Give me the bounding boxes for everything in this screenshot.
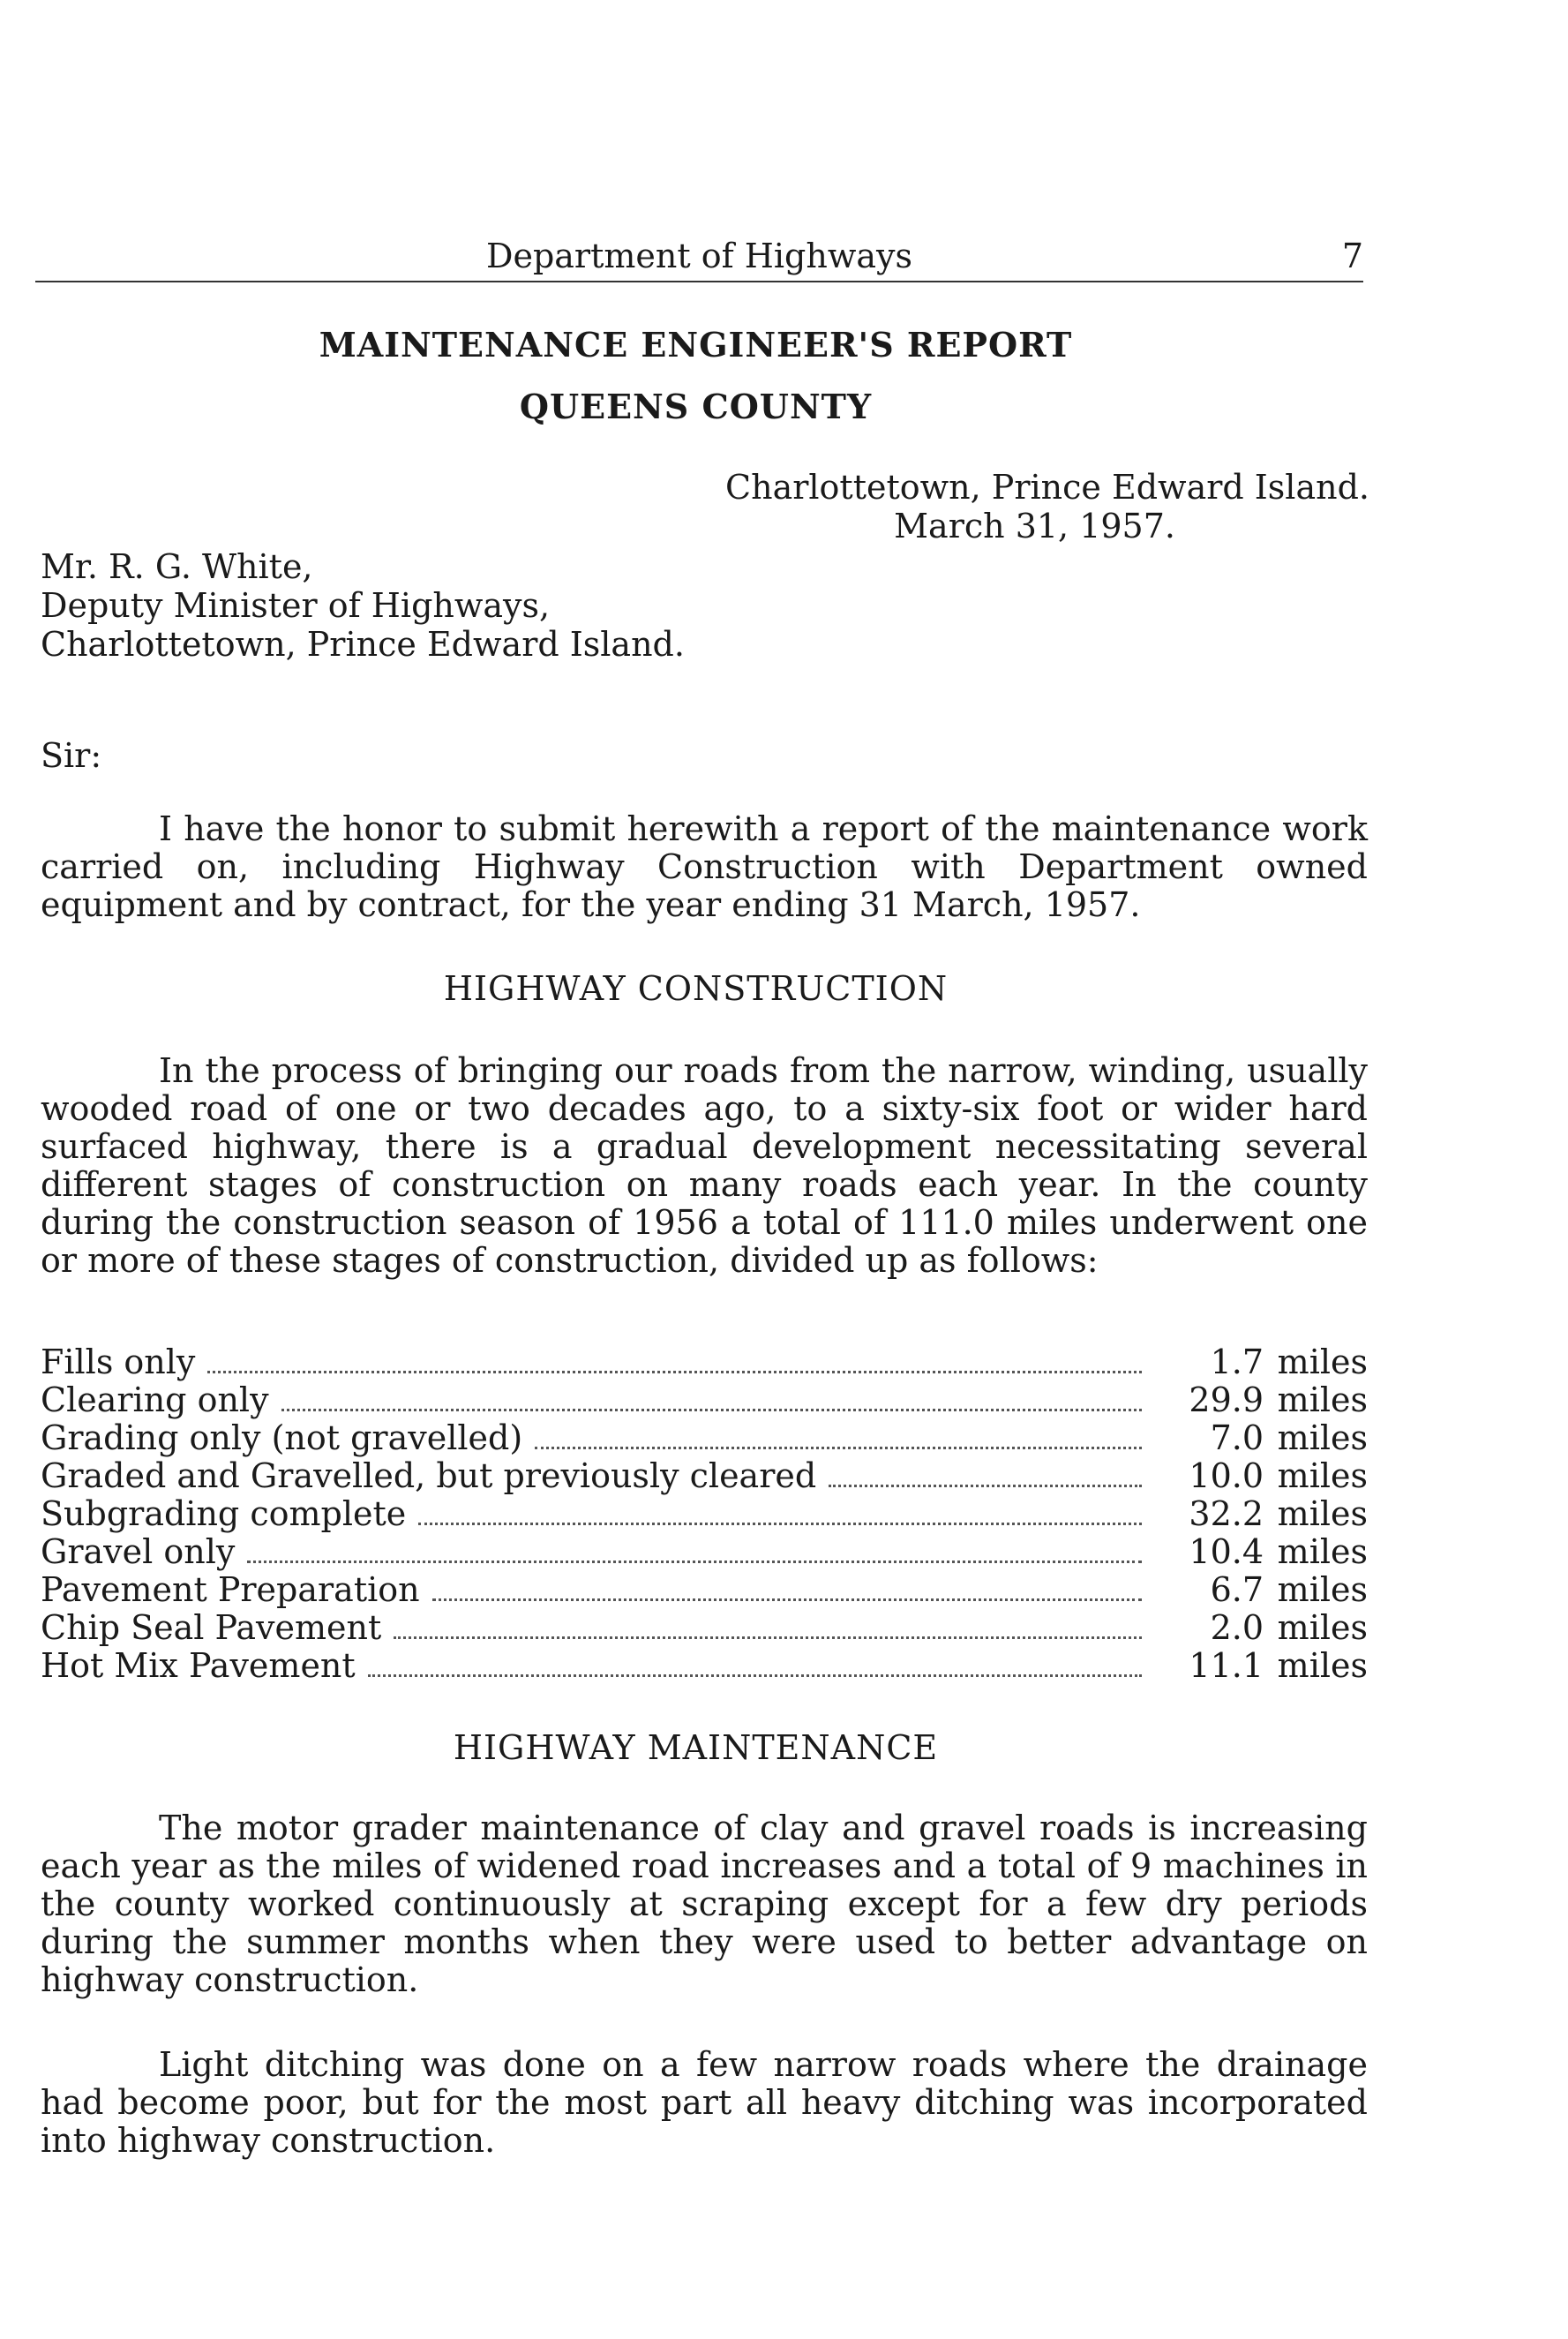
list-item xyxy=(41,1533,1368,1571)
item-unit: miles xyxy=(1277,1380,1368,1419)
addressee-name: Mr. R. G. White, xyxy=(41,547,313,586)
item-value: 10.4 xyxy=(1189,1532,1264,1571)
item-value: 32.2 xyxy=(1189,1494,1264,1533)
item-unit: miles xyxy=(1277,1608,1368,1647)
salutation: Sir: xyxy=(41,736,102,775)
list-item xyxy=(41,1609,1368,1647)
dateline-place: Charlottetown, Prince Edward Island. xyxy=(725,468,1369,507)
item-label: Pavement Preparation xyxy=(41,1570,420,1609)
item-label: Chip Seal Pavement xyxy=(41,1608,382,1647)
item-value: 10.0 xyxy=(1189,1456,1264,1495)
item-label: Hot Mix Pavement xyxy=(41,1646,356,1685)
intro-paragraph: I have the honor to submit herewith a report of the maintenance work carried on, including Highway Construction with Department owned equipment and by contract, for the year ending 31 March, 1957. xyxy=(41,809,1368,924)
dot-leader xyxy=(535,1447,1142,1449)
item-label: Grading only (not gravelled) xyxy=(41,1418,523,1457)
dot-leader xyxy=(418,1523,1142,1525)
list-item xyxy=(41,1495,1368,1533)
addressee-title: Deputy Minister of Highways, xyxy=(41,586,551,625)
dateline-date: March 31, 1957. xyxy=(894,507,1175,545)
report-subtitle: QUEENS COUNTY xyxy=(519,387,873,426)
item-value: 2.0 xyxy=(1210,1608,1264,1647)
item-unit: miles xyxy=(1277,1532,1368,1571)
dot-leader xyxy=(207,1371,1142,1373)
dot-leader xyxy=(432,1598,1142,1601)
item-label: Subgrading complete xyxy=(41,1494,407,1533)
item-unit: miles xyxy=(1277,1456,1368,1495)
list-item xyxy=(41,1419,1368,1457)
item-value: 11.1 xyxy=(1189,1646,1264,1685)
item-label: Fills only xyxy=(41,1342,196,1381)
maintenance-paragraph-1: The motor grader maintenance of clay and gravel roads is increasing each year as the miles of widened road increases and a total of 9 machines in the county worked continuously at scraping except for a few dry periods during the summer months when they were used to better advantage on highway construction. xyxy=(41,1809,1368,1999)
addressee-location: Charlottetown, Prince Edward Island. xyxy=(41,625,685,664)
dot-leader xyxy=(368,1674,1142,1677)
construction-items-list xyxy=(41,1343,1368,1685)
department-name: Department of Highways xyxy=(486,237,912,275)
list-item xyxy=(41,1343,1368,1381)
list-item xyxy=(41,1571,1368,1609)
list-item xyxy=(41,1647,1368,1685)
item-value: 6.7 xyxy=(1210,1570,1264,1609)
item-unit: miles xyxy=(1277,1494,1368,1533)
item-unit: miles xyxy=(1277,1646,1368,1685)
item-label: Clearing only xyxy=(41,1380,269,1419)
item-unit: miles xyxy=(1277,1570,1368,1609)
dot-leader xyxy=(281,1409,1142,1411)
report-title: MAINTENANCE ENGINEER'S REPORT xyxy=(319,325,1073,365)
list-item xyxy=(41,1457,1368,1495)
item-label: Gravel only xyxy=(41,1532,236,1571)
maintenance-paragraph-2: Light ditching was done on a few narrow roads where the drainage had become poor, but for the most part all heavy ditching was incorporated into highway construction. xyxy=(41,2045,1368,2160)
item-value: 29.9 xyxy=(1189,1380,1264,1419)
running-header xyxy=(35,231,1363,282)
item-value: 7.0 xyxy=(1210,1418,1264,1457)
list-item xyxy=(41,1381,1368,1419)
item-unit: miles xyxy=(1277,1418,1368,1457)
item-value: 1.7 xyxy=(1210,1342,1264,1381)
construction-paragraph: In the process of bringing our roads from the narrow, winding, usually wooded road of one or two decades ago, to a sixty-six foot or wider hard surfaced highway, there is a gradual development necessitating several different stages of construction on many roads each year. In the county during the construction season of 1956 a total of 111.0 miles underwent one or more of these stages of construction, divided up as follows: xyxy=(41,1051,1368,1280)
addressee-block xyxy=(41,547,685,664)
dot-leader xyxy=(247,1561,1142,1563)
dot-leader xyxy=(394,1636,1142,1639)
dot-leader xyxy=(829,1485,1142,1487)
dateline xyxy=(725,468,1369,545)
construction-heading: HIGHWAY CONSTRUCTION xyxy=(443,969,949,1008)
maintenance-heading: HIGHWAY MAINTENANCE xyxy=(453,1728,939,1767)
item-unit: miles xyxy=(1277,1342,1368,1381)
page-number: 7 xyxy=(1341,237,1363,275)
item-label: Graded and Gravelled, but previously cleared xyxy=(41,1456,817,1495)
